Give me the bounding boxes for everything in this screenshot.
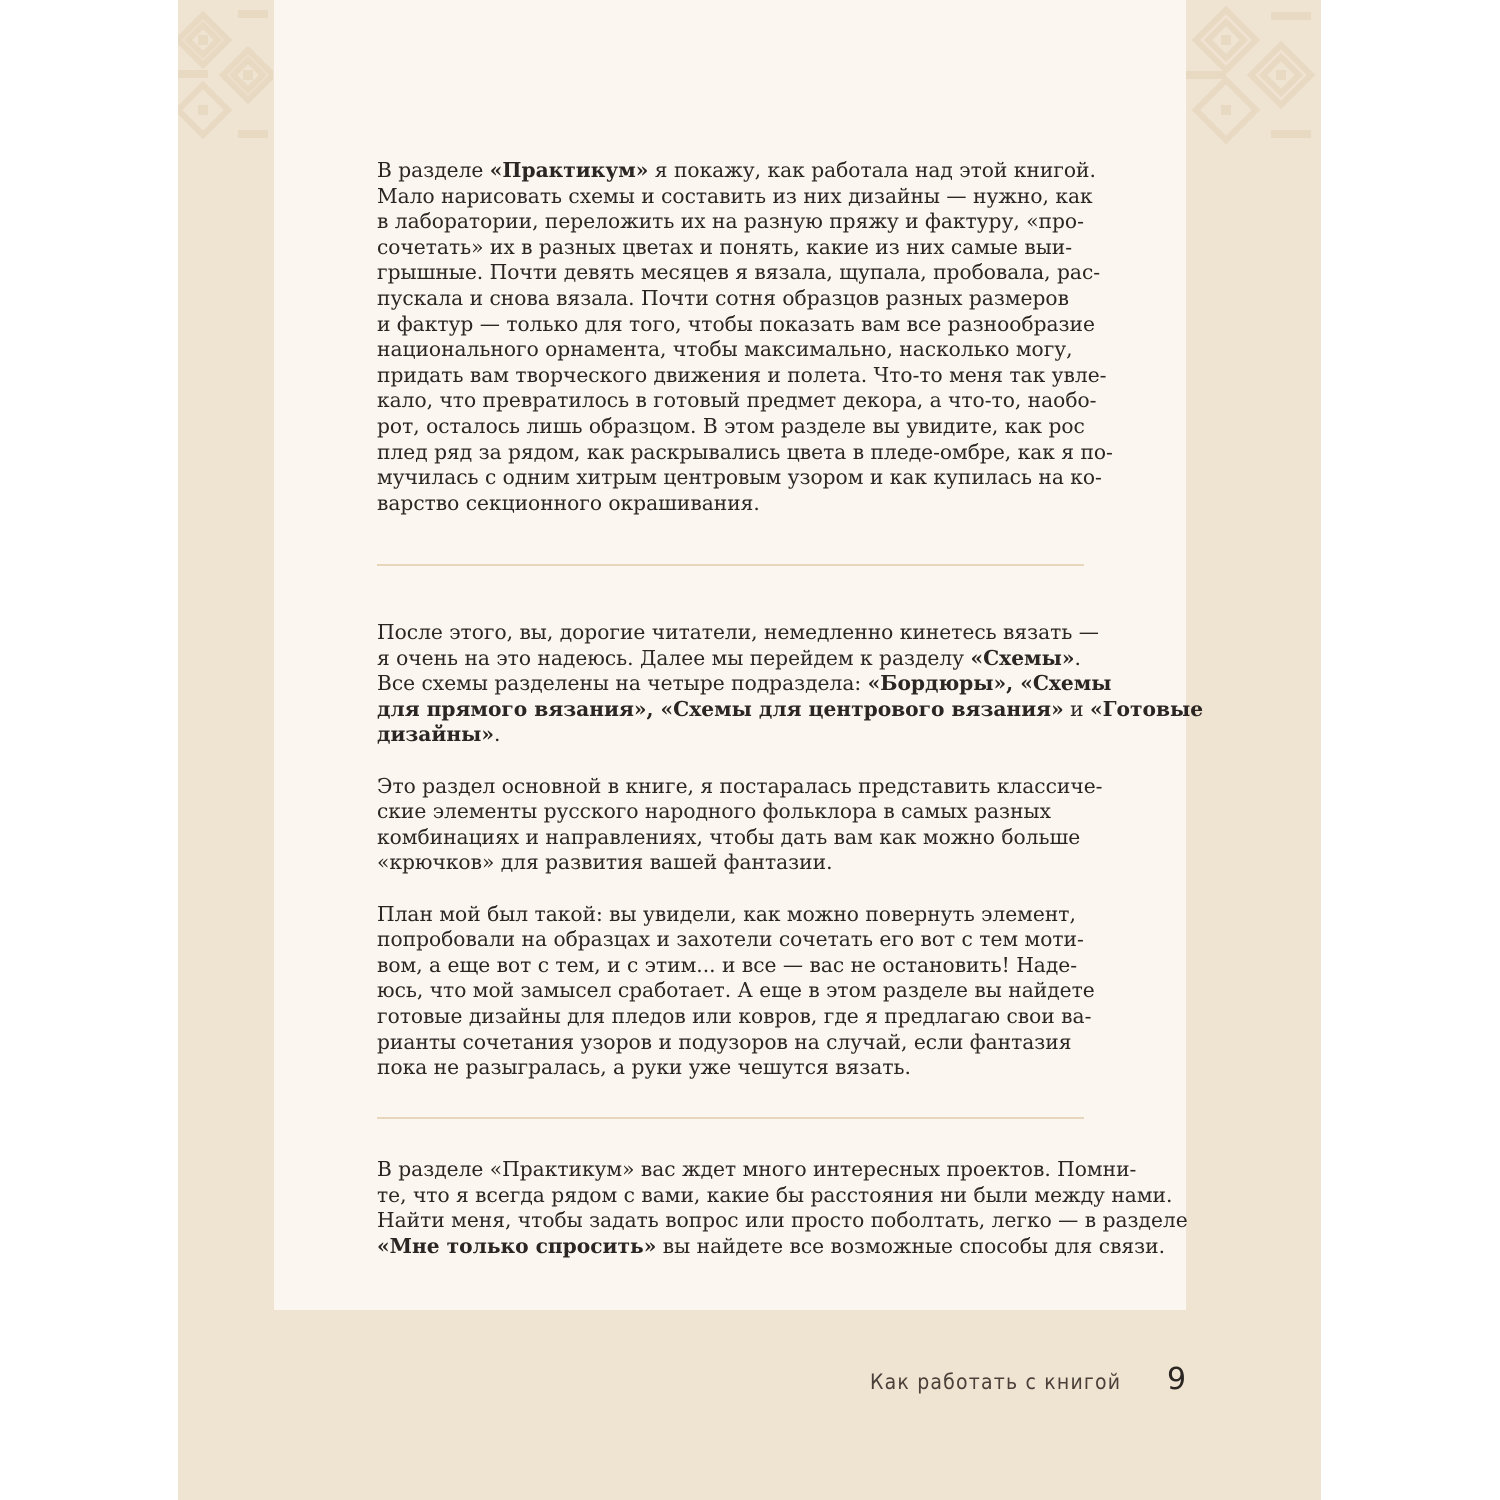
text-line xyxy=(377,799,1089,825)
text-line xyxy=(377,337,1089,363)
text-line xyxy=(377,646,1089,672)
text-line xyxy=(377,465,1102,491)
text-run: Мало нарисовать схемы и составить из них дизайны — нужно, как xyxy=(377,183,1093,208)
text-run: Это раздел основной в книге, я постаралась представить классиче- xyxy=(377,773,1103,798)
folk-ornament-right-icon xyxy=(1186,0,1321,150)
text-run: После этого, вы, дорогие читатели, немедленно кинетесь вязать — xyxy=(377,620,1099,644)
text-line xyxy=(377,850,1089,876)
text-run: ские элементы русского народного фольклора в самых разных xyxy=(377,799,1051,824)
text-run: . xyxy=(494,722,501,747)
text-line xyxy=(377,183,1093,210)
text-line xyxy=(377,1208,1188,1234)
text-line xyxy=(377,773,1103,800)
text-line xyxy=(377,1003,1092,1030)
text-line xyxy=(377,1157,1137,1183)
running-footer-title: Как работать с книгой xyxy=(870,1370,1122,1394)
paragraph-gap xyxy=(377,876,1089,902)
text-run: . xyxy=(1074,645,1081,670)
text-run: План мой был такой: вы увидели, как можно повернуть элемент, xyxy=(377,901,1076,926)
text-run: мучилась с одним хитрым центровым узором и как купилась на ко- xyxy=(377,465,1102,490)
text-line xyxy=(377,1233,1166,1260)
text-run: комбинациях и направлениях, чтобы дать вам как можно больше xyxy=(377,824,1081,849)
paragraph-schemes xyxy=(377,620,1204,1081)
text-run: «крючков» для развития вашей фантазии. xyxy=(377,850,833,875)
text-line xyxy=(377,439,1113,466)
bold-text-run: «Готовые xyxy=(1090,696,1204,721)
text-run: пускала и снова вязала. Почти сотня образцов разных размеров xyxy=(377,285,1069,310)
text-run: и xyxy=(1063,696,1090,721)
text-line xyxy=(377,978,1095,1004)
text-line xyxy=(377,902,1089,928)
text-run: В разделе «Практикум» вас ждет много интересных проектов. Помни- xyxy=(377,1157,1137,1181)
text-line xyxy=(377,235,1089,261)
divider-bottom xyxy=(377,1117,1084,1119)
bold-text-run: «Практикум» xyxy=(489,158,649,182)
folk-ornament-left-icon xyxy=(178,0,273,150)
text-line xyxy=(377,362,1107,389)
text-line xyxy=(377,620,1099,646)
text-run: вом, а еще вот с тем, и с этим... и все — вас не остановить! Наде- xyxy=(377,952,1078,977)
bold-text-run: для прямого вязания», «Схемы для центрового вязания» xyxy=(377,696,1064,721)
text-line xyxy=(377,311,1095,338)
bold-text-run: «Бордюры», «Схемы xyxy=(867,671,1112,696)
text-line xyxy=(377,388,1097,414)
text-run: Все схемы разделены на четыре подраздела: xyxy=(377,671,868,696)
text-run: сочетать» их в разных цветах и понять, какие из них самые выи- xyxy=(377,234,1073,259)
bold-text-run: «Мне только спросить» xyxy=(377,1233,657,1258)
text-line xyxy=(377,1030,1089,1056)
text-run: я очень на это надеюсь. Далее мы перейдем к разделу xyxy=(377,645,971,670)
paragraph-gap xyxy=(377,748,1089,774)
text-line xyxy=(377,1182,1173,1209)
text-run: рот, осталось лишь образцом. В этом разделе вы увидите, как рос xyxy=(377,413,1085,438)
text-line xyxy=(377,927,1089,953)
paragraph-contact xyxy=(377,1157,1188,1259)
text-line xyxy=(377,286,1089,312)
text-line xyxy=(377,671,1112,697)
text-run: рианты сочетания узоров и подузоров на случай, если фантазия xyxy=(377,1029,1072,1054)
text-run: Найти меня, чтобы задать вопрос или просто поболтать, легко — в разделе xyxy=(377,1208,1188,1233)
text-run: юсь, что мой замысел сработает. А еще в этом разделе вы найдете xyxy=(377,978,1095,1003)
text-run: плед ряд за рядом, как раскрывались цвета в пледе-омбре, как я по- xyxy=(377,439,1113,464)
text-run: в лаборатории, переложить их на разную пряжу и фактуру, «про- xyxy=(377,209,1084,234)
text-run: придать вам творческого движения и полета. Что-то меня так увле- xyxy=(377,362,1107,387)
text-run: вы найдете все возможные способы для связи. xyxy=(656,1233,1166,1258)
text-line xyxy=(377,696,1204,723)
text-run: грышные. Почти девять месяцев я вязала, щупала, пробовала, рас- xyxy=(377,260,1101,285)
text-run: В разделе xyxy=(377,158,490,182)
paragraph-practicum xyxy=(377,158,1113,516)
text-line xyxy=(377,1055,1089,1081)
text-run: пока не разыгралась, а руки уже чешутся вязать. xyxy=(377,1055,911,1080)
text-run: кало, что превратилось в готовый предмет декора, а что-то, наобо- xyxy=(377,388,1097,413)
page-number: 9 xyxy=(1167,1362,1187,1397)
text-run: те, что я всегда рядом с вами, какие бы расстояния ни были между нами. xyxy=(377,1182,1173,1207)
text-line xyxy=(377,209,1089,235)
text-line xyxy=(377,414,1089,440)
text-run: варство секционного окрашивания. xyxy=(377,490,760,515)
text-run: я покажу, как работала над этой книгой. xyxy=(648,158,1096,182)
bold-text-run: дизайны» xyxy=(377,722,494,747)
text-line xyxy=(377,158,1096,184)
bold-text-run: «Схемы» xyxy=(970,645,1075,670)
text-line xyxy=(377,953,1089,979)
text-line xyxy=(377,491,1089,517)
text-line xyxy=(377,260,1101,286)
divider-top xyxy=(377,564,1084,566)
text-line xyxy=(377,825,1089,851)
text-run: национального орнамента, чтобы максимально, насколько могу, xyxy=(377,337,1073,362)
text-run: готовые дизайны для пледов или ковров, где я предлагаю свои ва- xyxy=(377,1003,1092,1028)
text-line xyxy=(377,722,1089,748)
text-run: попробовали на образцах и захотели сочетать его вот с тем моти- xyxy=(377,927,1084,952)
text-run: и фактур — только для того, чтобы показать вам все разнообразие xyxy=(377,311,1095,336)
